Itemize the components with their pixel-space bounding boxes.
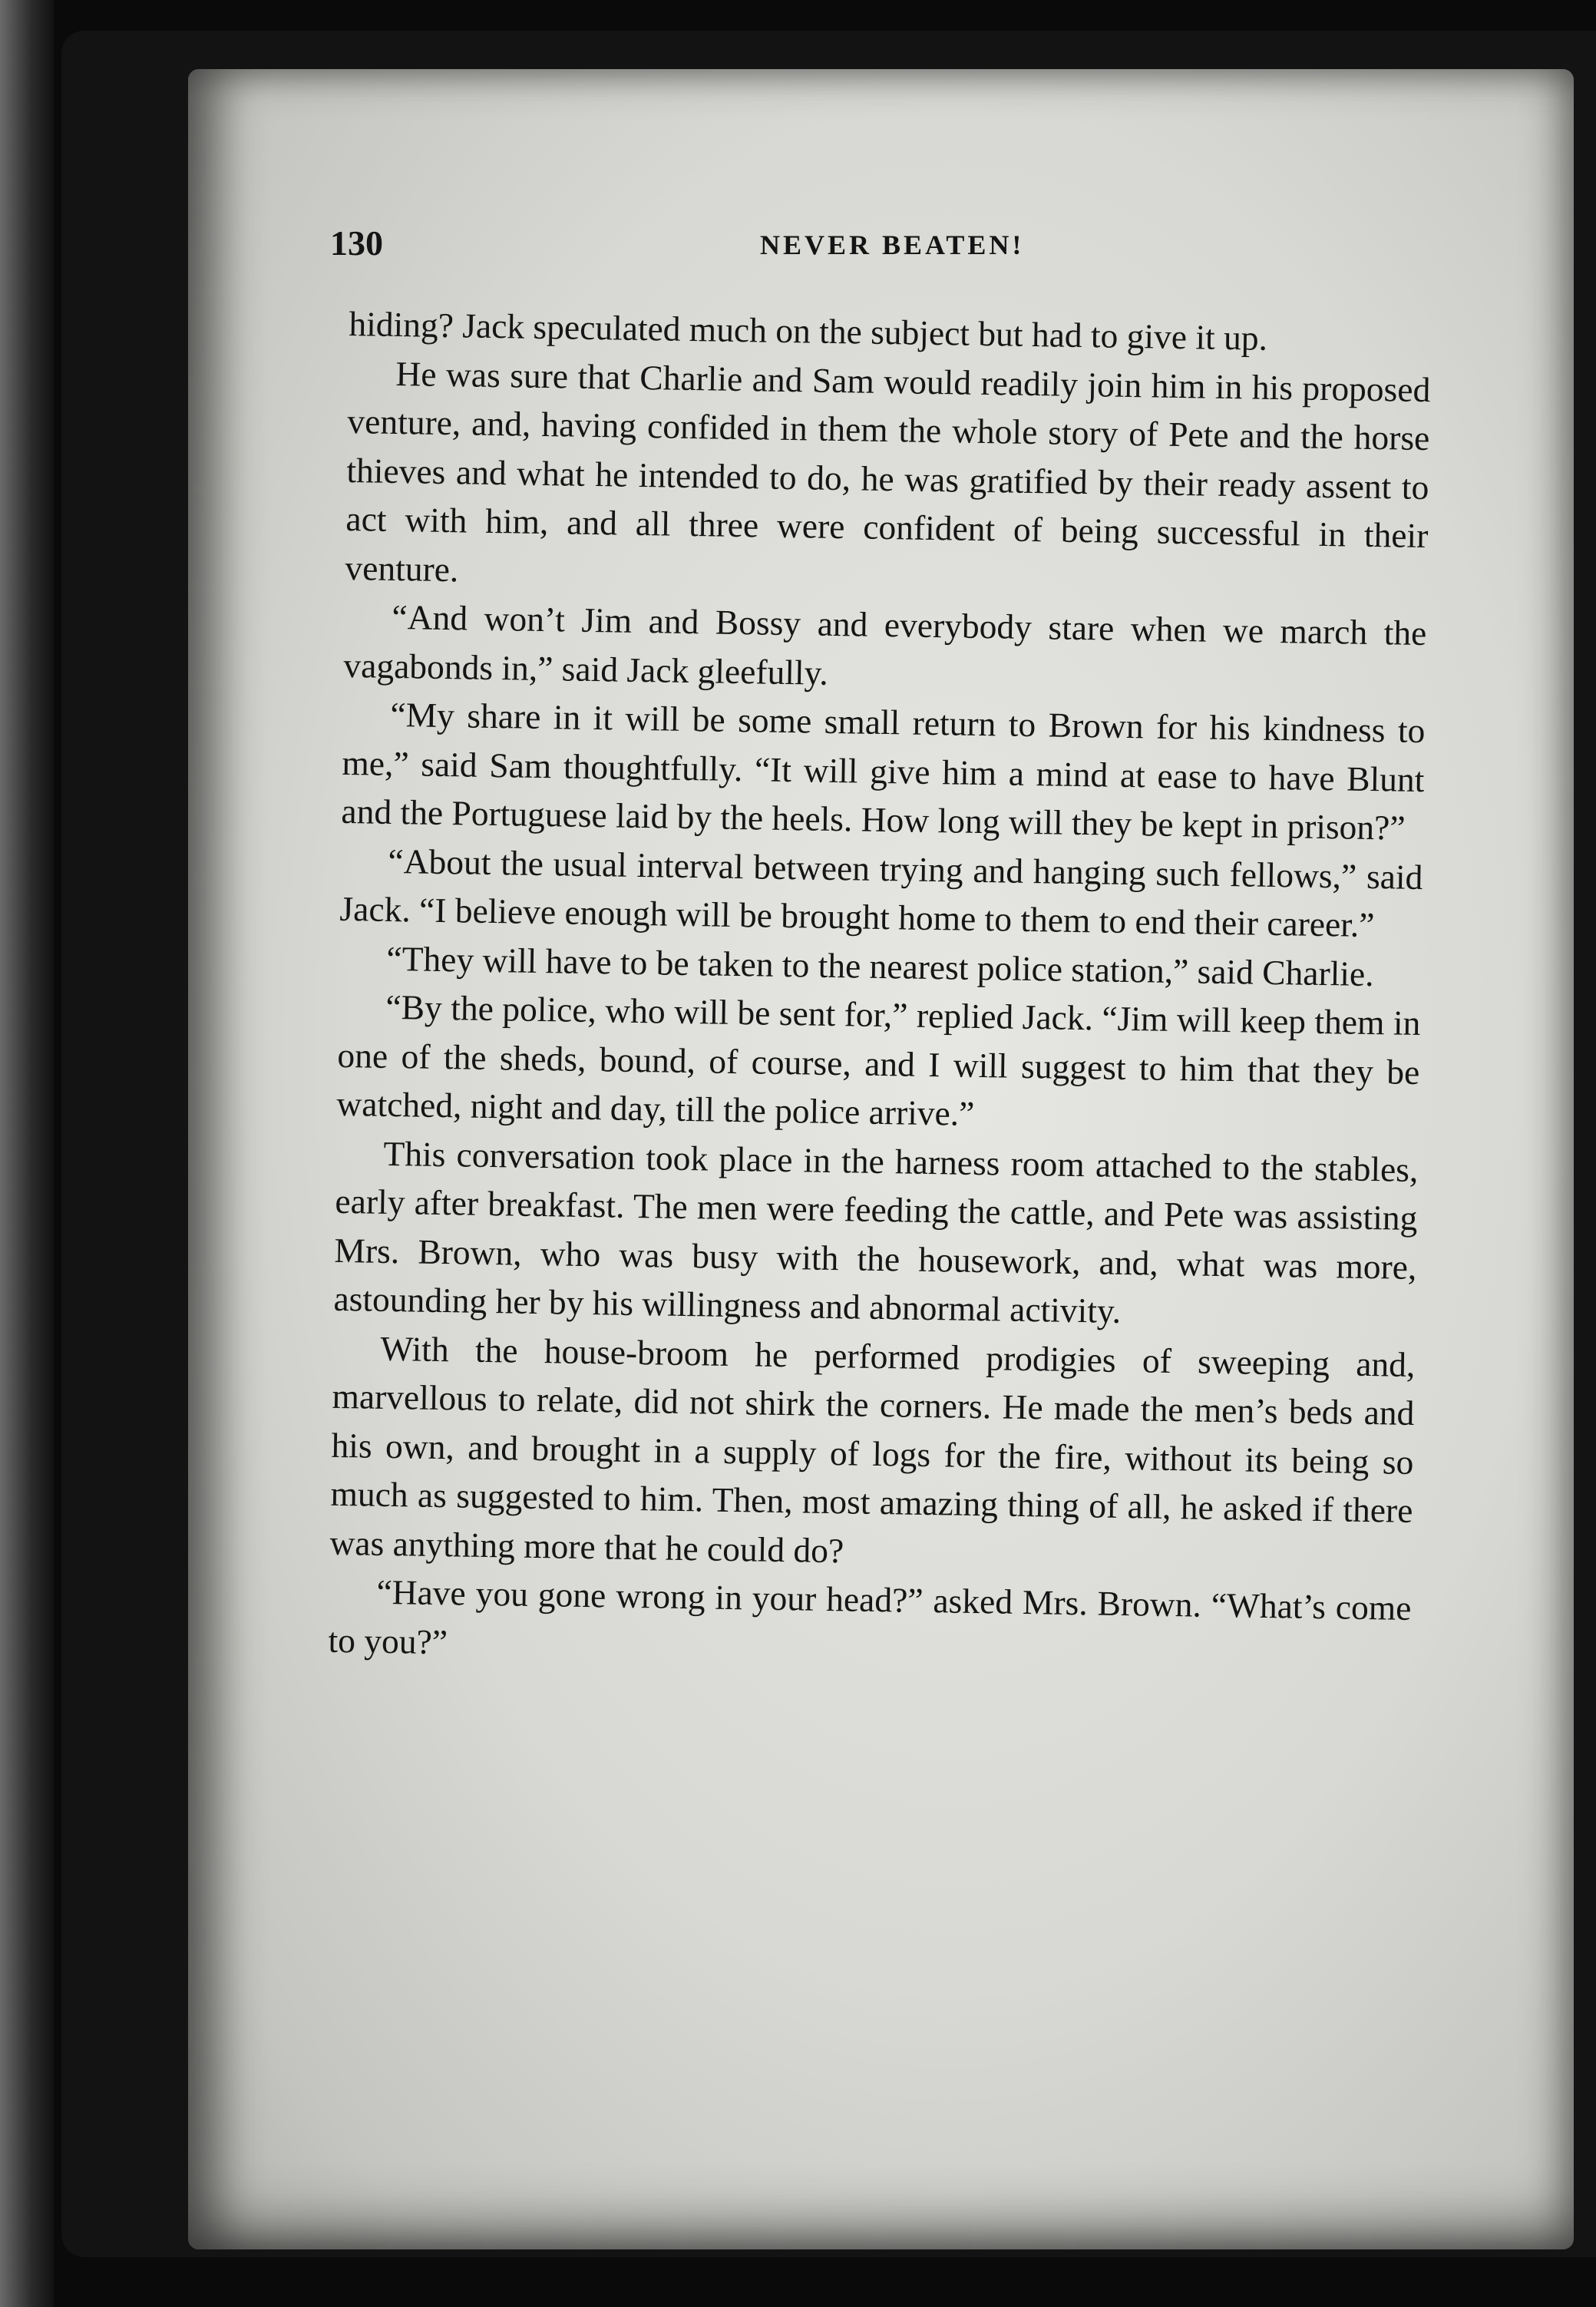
paragraph: “My share in it will be some small return to Brown for his kindness to me,” said Sam thoughtfully. “It will give him a mind at ease to have Blunt and the Portuguese laid by the heels. How long will they be kept in prison?” xyxy=(341,694,1426,848)
paragraph: “They will have to be taken to the nearest police station,” said Charlie. xyxy=(386,938,1374,993)
paragraph: This conversation took place in the harness room attached to the stables, early after breakfast. The men were feeding the cattle, and Pete was assisting Mrs. Brown, who was busy with the housework, and, what was more, astounding her by his willingness and abnormal activity. xyxy=(333,1133,1419,1330)
paragraph: He was sure that Charlie and Sam would readily join him in his proposed venture, and, having confided in them the whole story of Pete and the horse thieves and what he intended to do, he was gratified by their ready assent to act with him, and all three were confident of being successful in their venture. xyxy=(345,353,1431,589)
body-text xyxy=(328,299,1432,1681)
page-header xyxy=(330,223,1466,269)
paragraph: “And won’t Jim and Bossy and everybody stare when we march the vagabonds in,” said Jack gleefully. xyxy=(343,597,1427,692)
paragraph: “About the usual interval between trying and hanging such fellows,” said Jack. “I believe enough will be brought home to them to end their career.” xyxy=(339,841,1423,945)
book-edge xyxy=(0,0,54,2307)
paragraph: “By the police, who will be sent for,” replied Jack. “Jim will keep them in one of the sheds, bound, of course, and I will suggest to him that they be watched, night and day, till the police arrive.” xyxy=(336,987,1421,1133)
paragraph: With the house-broom he performed prodigies of sweeping and, marvellous to relate, did not shirk the corners. He made the men’s beds and his own, and brought in a supply of logs for the fire, without its being so much as suggested to him. Then, most amazing thing of all, he asked if there was anything more that he could do? xyxy=(329,1328,1416,1570)
page-number: 130 xyxy=(330,223,383,263)
running-head: NEVER BEATEN! xyxy=(760,230,1025,260)
paragraph: “Have you gone wrong in your head?” asked Mrs. Brown. “What’s come to you?” xyxy=(328,1572,1412,1661)
paragraph: hiding? Jack speculated much on the subject but had to give it up. xyxy=(349,303,1268,358)
